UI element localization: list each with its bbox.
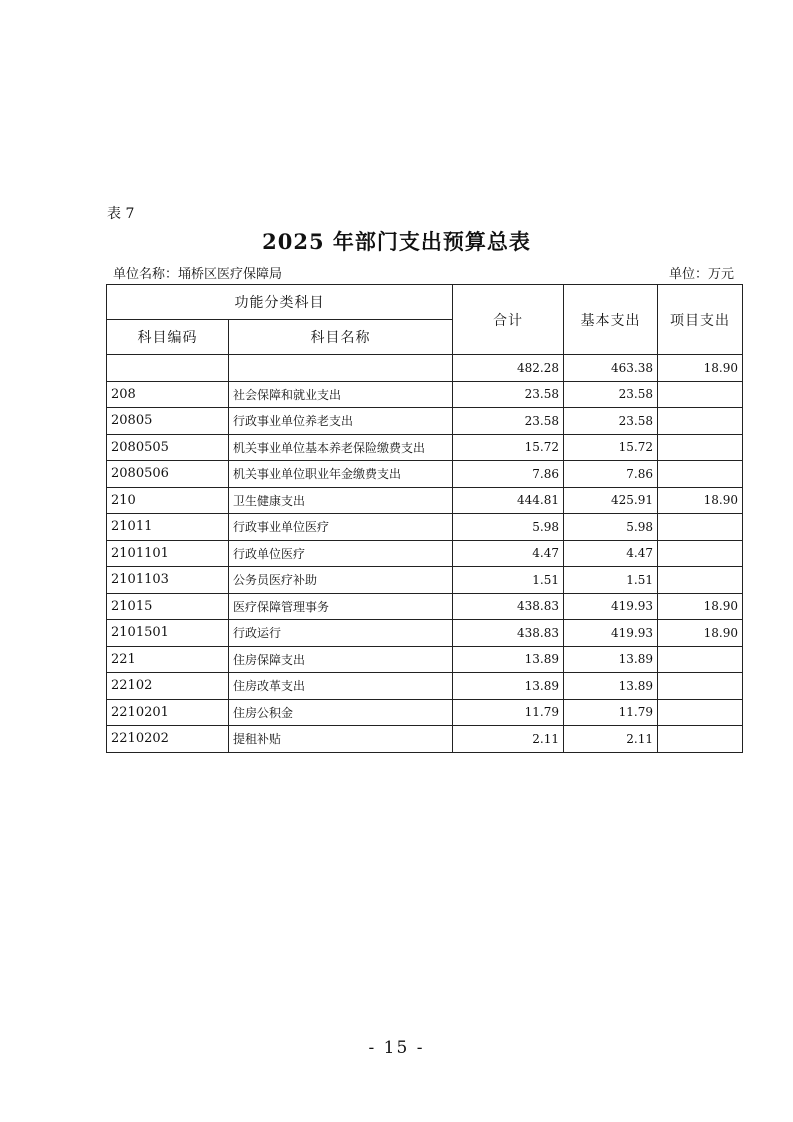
table-row	[107, 434, 743, 461]
code-cell: 210	[107, 487, 229, 514]
total-cell: 1.51	[453, 567, 564, 594]
name-cell: 社会保障和就业支出	[229, 381, 453, 408]
total-cell: 444.81	[453, 487, 564, 514]
code-cell: 2101501	[107, 620, 229, 647]
page-number: - 15 -	[368, 1038, 425, 1058]
project-cell: 18.90	[658, 593, 743, 620]
code-cell: 21015	[107, 593, 229, 620]
total-cell: 482.28	[453, 355, 564, 382]
name-cell: 住房保障支出	[229, 646, 453, 673]
basic-cell: 23.58	[564, 381, 658, 408]
total-cell: 15.72	[453, 434, 564, 461]
name-cell: 卫生健康支出	[229, 487, 453, 514]
table-row	[107, 646, 743, 673]
total-cell: 13.89	[453, 646, 564, 673]
name-cell: 行政事业单位医疗	[229, 514, 453, 541]
table-row	[107, 673, 743, 700]
basic-cell: 11.79	[564, 699, 658, 726]
basic-cell: 419.93	[564, 593, 658, 620]
table-row	[107, 620, 743, 647]
code-cell: 21011	[107, 514, 229, 541]
code-cell: 2210202	[107, 726, 229, 753]
total-cell: 2.11	[453, 726, 564, 753]
basic-cell: 419.93	[564, 620, 658, 647]
basic-cell: 4.47	[564, 540, 658, 567]
code-cell	[107, 355, 229, 382]
table-row	[107, 540, 743, 567]
project-cell	[658, 381, 743, 408]
code-cell: 2080506	[107, 461, 229, 488]
name-cell: 住房公积金	[229, 699, 453, 726]
header-category: 功能分类科目	[107, 285, 453, 320]
total-cell: 438.83	[453, 593, 564, 620]
name-cell: 机关事业单位基本养老保险缴费支出	[229, 434, 453, 461]
project-cell	[658, 567, 743, 594]
table-body	[107, 355, 743, 753]
unit-name: 单位名称：埇桥区医疗保障局	[113, 267, 283, 282]
header-basic: 基本支出	[564, 285, 658, 355]
total-cell: 11.79	[453, 699, 564, 726]
code-cell: 208	[107, 381, 229, 408]
name-cell: 行政运行	[229, 620, 453, 647]
name-cell: 医疗保障管理事务	[229, 593, 453, 620]
table-row	[107, 408, 743, 435]
basic-cell: 5.98	[564, 514, 658, 541]
table-row	[107, 567, 743, 594]
basic-cell: 15.72	[564, 434, 658, 461]
table-row	[107, 514, 743, 541]
project-cell: 18.90	[658, 355, 743, 382]
table-row	[107, 487, 743, 514]
basic-cell: 13.89	[564, 673, 658, 700]
table-row	[107, 461, 743, 488]
table-row	[107, 593, 743, 620]
basic-cell: 2.11	[564, 726, 658, 753]
project-cell: 18.90	[658, 487, 743, 514]
table-label: 表 7	[107, 206, 135, 222]
header-code: 科目编码	[107, 320, 229, 355]
project-cell	[658, 646, 743, 673]
header-project: 项目支出	[658, 285, 743, 355]
table-row	[107, 355, 743, 382]
table-row	[107, 726, 743, 753]
project-cell	[658, 514, 743, 541]
total-cell: 438.83	[453, 620, 564, 647]
name-cell: 行政单位医疗	[229, 540, 453, 567]
total-cell: 5.98	[453, 514, 564, 541]
budget-table	[106, 284, 743, 753]
project-cell	[658, 540, 743, 567]
name-cell	[229, 355, 453, 382]
basic-cell: 463.38	[564, 355, 658, 382]
table-row	[107, 699, 743, 726]
project-cell	[658, 673, 743, 700]
code-cell: 2080505	[107, 434, 229, 461]
header-total: 合计	[453, 285, 564, 355]
code-cell: 2210201	[107, 699, 229, 726]
table-row	[107, 381, 743, 408]
currency-unit: 单位：万元	[669, 267, 735, 282]
code-cell: 2101101	[107, 540, 229, 567]
name-cell: 住房改革支出	[229, 673, 453, 700]
name-cell: 机关事业单位职业年金缴费支出	[229, 461, 453, 488]
name-cell: 行政事业单位养老支出	[229, 408, 453, 435]
name-cell: 提租补贴	[229, 726, 453, 753]
total-cell: 23.58	[453, 381, 564, 408]
project-cell	[658, 461, 743, 488]
project-cell	[658, 408, 743, 435]
code-cell: 22102	[107, 673, 229, 700]
code-cell: 221	[107, 646, 229, 673]
basic-cell: 13.89	[564, 646, 658, 673]
basic-cell: 7.86	[564, 461, 658, 488]
total-cell: 7.86	[453, 461, 564, 488]
project-cell	[658, 699, 743, 726]
code-cell: 20805	[107, 408, 229, 435]
project-cell: 18.90	[658, 620, 743, 647]
name-cell: 公务员医疗补助	[229, 567, 453, 594]
basic-cell: 23.58	[564, 408, 658, 435]
page-title: 2025 年部门支出预算总表	[262, 229, 531, 254]
total-cell: 13.89	[453, 673, 564, 700]
basic-cell: 425.91	[564, 487, 658, 514]
project-cell	[658, 434, 743, 461]
total-cell: 23.58	[453, 408, 564, 435]
project-cell	[658, 726, 743, 753]
total-cell: 4.47	[453, 540, 564, 567]
code-cell: 2101103	[107, 567, 229, 594]
header-name: 科目名称	[229, 320, 453, 355]
basic-cell: 1.51	[564, 567, 658, 594]
